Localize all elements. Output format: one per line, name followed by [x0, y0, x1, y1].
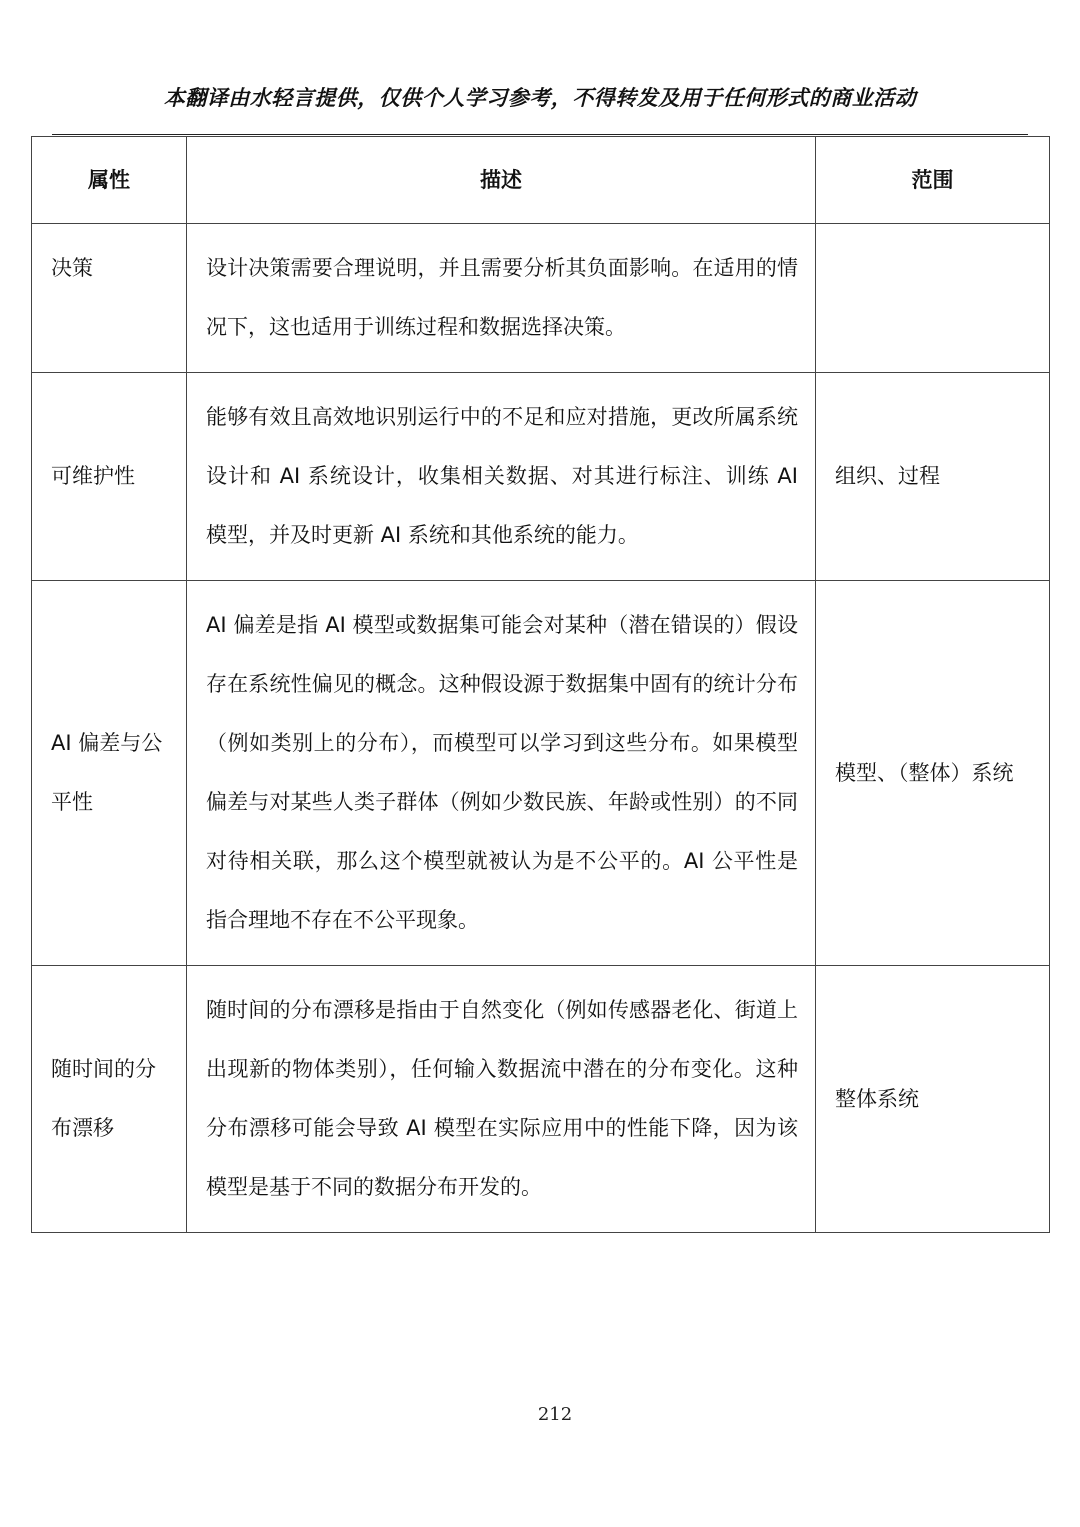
row-description: 设计决策需要合理说明，并且需要分析其负面影响。在适用的情况下，这也适用于训练过程和数据选择决策。: [187, 224, 816, 373]
table-header-row: [32, 137, 1050, 224]
attribute-table: [31, 136, 1050, 1233]
row-attribute: 决策: [32, 224, 187, 373]
header-attribute: 属性: [32, 137, 187, 224]
table-row: [32, 373, 1050, 581]
row-scope: 整体系统: [816, 966, 1050, 1233]
table-row: [32, 224, 1050, 373]
page-number: 212: [537, 1404, 573, 1425]
row-scope: [816, 224, 1050, 373]
table-row: [32, 966, 1050, 1233]
row-scope: 模型、（整体）系统: [816, 581, 1050, 966]
header-divider: [52, 134, 1028, 135]
row-scope: 组织、过程: [816, 373, 1050, 581]
row-attribute: 可维护性: [32, 373, 187, 581]
translation-disclaimer: 本翻译由水轻言提供，仅供个人学习参考，不得转发及用于任何形式的商业活动: [163, 86, 917, 110]
row-description: 能够有效且高效地识别运行中的不足和应对措施，更改所属系统设计和 AI 系统设计，收集相关数据、对其进行标注、训练 AI 模型，并及时更新 AI 系统和其他系统的能力。: [187, 373, 816, 581]
header-description: 描述: [187, 137, 816, 224]
header-scope: 范围: [816, 137, 1050, 224]
row-attribute: 随时间的分布漂移: [32, 966, 187, 1233]
row-description: 随时间的分布漂移是指由于自然变化（例如传感器老化、街道上出现新的物体类别），任何输入数据流中潜在的分布变化。这种分布漂移可能会导致 AI 模型在实际应用中的性能下降，因为该模型是基于不同的数据分布开发的。: [187, 966, 816, 1233]
row-attribute: AI 偏差与公平性: [32, 581, 187, 966]
row-description: AI 偏差是指 AI 模型或数据集可能会对某种（潜在错误的）假设存在系统性偏见的概念。这种假设源于数据集中固有的统计分布（例如类别上的分布），而模型可以学习到这些分布。如果模型偏差与对某些人类子群体（例如少数民族、年龄或性别）的不同对待相关联，那么这个模型就被认为是不公平的。AI 公平性是指合理地不存在不公平现象。: [187, 581, 816, 966]
table-row: [32, 581, 1050, 966]
